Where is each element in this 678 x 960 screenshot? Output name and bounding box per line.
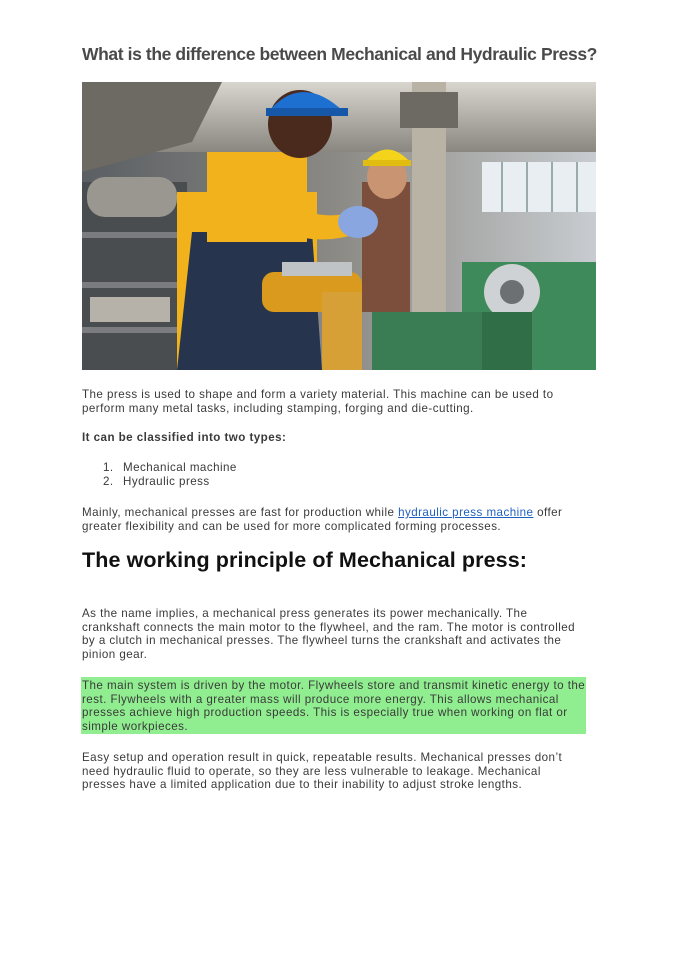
page-title: What is the difference between Mechanical and Hydraulic Press? (82, 44, 597, 64)
list-item (82, 461, 237, 475)
list-item-label: Hydraulic press (123, 474, 210, 488)
classified-heading: It can be classified into two types: (82, 431, 287, 444)
section-heading: The working principle of Mechanical press: (82, 548, 528, 572)
factory-workers-photo (82, 82, 596, 370)
list-item (82, 475, 237, 489)
setup-paragraph: Easy setup and operation result in quick, repeatable results. Mechanical presses don’t need hydraulic fluid to operate, so they are less vulnerable to leakage. Mechanical presses have a limited application due to their inability to adjust stroke lengths. (82, 751, 563, 792)
comparison-paragraph (82, 506, 588, 533)
comparison-text-before: Mainly, mechanical presses are fast for production while (82, 506, 399, 519)
comparison-text-after: offer greater flexibility and can be used for more complicated forming processes. (82, 506, 563, 533)
principle-paragraph: As the name implies, a mechanical press generates its power mechanically. The crankshaft connects the main motor to the flywheel, and the ram. The motor is controlled by a clutch in mechanical presses. The flywheel turns the crankshaft and activates the pinion gear. (82, 607, 576, 661)
list-item-number: 1. (103, 461, 114, 474)
highlighted-paragraph: The main system is driven by the motor. Flywheels store and transmit kinetic energy to the rest. Flywheels with a greater mass will produce more energy. This allows mechanical presses achieve high production speeds. This is especially true when working on flat or simple workpieces. (82, 679, 586, 733)
list-item-number: 2. (103, 474, 114, 488)
intro-paragraph: The press is used to shape and form a variety material. This machine can be used to perform many metal tasks, including stamping, forging and die-cutting. (82, 388, 554, 415)
hydraulic-press-link[interactable]: hydraulic press machine (398, 506, 534, 519)
list-item-label: Mechanical machine (123, 461, 237, 474)
press-types-list (82, 461, 237, 488)
